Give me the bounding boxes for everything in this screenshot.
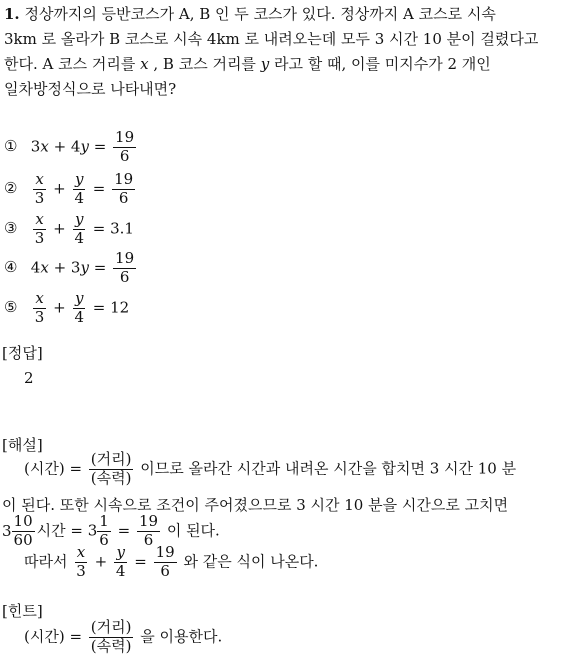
fraction: $\frac{19}{6}$ xyxy=(155,543,175,580)
question-text xyxy=(4,2,570,102)
fraction: $\frac{19}{6}$ xyxy=(115,128,135,165)
fraction: $\frac{x}{3}$ xyxy=(34,210,45,247)
option-mark: ④ xyxy=(4,258,18,277)
question-line-3b: , B 코스 거리를 xyxy=(153,55,256,73)
option-4[interactable]: ④ 4x + 3y = $\frac{19}{6}$ xyxy=(4,249,135,286)
fraction: $\frac{x}{3}$ xyxy=(76,543,86,580)
fraction: $\frac{19}{6}$ xyxy=(138,512,159,549)
option-mark: ① xyxy=(4,137,18,156)
fraction: $\frac{10}{60}$ xyxy=(13,512,33,549)
option-3[interactable]: ③ $\frac{x}{3}$ + $\frac{y}{4}$ = 3.1 xyxy=(4,210,134,247)
option-5[interactable]: ⑤ $\frac{x}{3}$ + $\frac{y}{4}$ = 12 xyxy=(4,289,130,326)
answer-value: 2 xyxy=(24,369,34,387)
option-1[interactable]: ① 3x + 4y = $\frac{19}{6}$ xyxy=(4,128,135,165)
explanation-line-3: 3 $\frac{10}{60}$ 시간 = 3 $\frac{1}{6}$ = $\frac{19}{6}$ 이 된다. xyxy=(2,512,220,549)
fraction: $\frac{y}{4}$ xyxy=(74,210,84,247)
option-mark: ⑤ xyxy=(4,298,18,317)
question-line-2: 3km 로 올라가 B 코스로 시속 4km 로 내려오는데 모두 3 시간 10 분이 걸렸다고 xyxy=(4,30,539,48)
option-mark: ③ xyxy=(4,219,18,238)
question-line-3a: 한다. A 코스 거리를 xyxy=(4,55,136,73)
answer-label: [정답] xyxy=(2,344,43,362)
question-number: 1. xyxy=(4,5,20,23)
var-x: x xyxy=(140,55,149,73)
hint-line: (시간) = $\frac{\text{(거리)}}{\text{(속력)}}$ 을 이용한다. xyxy=(24,618,223,655)
fraction: $\frac{\text{(거리)}}{\text{(속력)}}$ xyxy=(90,450,132,487)
var-y: y xyxy=(260,55,270,73)
explanation-line-4: 따라서 $\frac{x}{3}$ + $\frac{y}{4}$ = $\frac{19}{6}$ 와 같은 식이 나온다. xyxy=(24,543,319,580)
question-line-1: 정상까지의 등반코스가 A, B 인 두 코스가 있다. 정상까지 A 코스로 시속 xyxy=(24,5,496,23)
fraction: $\frac{x}{3}$ xyxy=(34,170,45,207)
explanation-line-2: 이 된다. 또한 시속으로 조건이 주어졌으므로 3 시간 10 분을 시간으로 고치면 xyxy=(2,496,509,514)
fraction: $\frac{y}{4}$ xyxy=(115,543,126,580)
fraction: $\frac{x}{3}$ xyxy=(34,289,45,326)
explanation-label: [해설] xyxy=(2,436,43,454)
question-line-3c: 라고 할 때, 이를 미지수가 2 개인 xyxy=(273,55,491,73)
hint-label: [힌트] xyxy=(2,602,43,620)
option-2[interactable]: ② $\frac{x}{3}$ + $\frac{y}{4}$ = $\frac{19}{6}$ xyxy=(4,170,134,207)
fraction: $\frac{y}{4}$ xyxy=(74,289,84,326)
fraction: $\frac{1}{6}$ xyxy=(99,512,109,549)
explanation-line-1: (시간) = $\frac{\text{(거리)}}{\text{(속력)}}$ 이므로 올라간 시간과 내려온 시간을 합치면 3 시간 10 분 xyxy=(24,450,517,487)
fraction: $\frac{19}{6}$ xyxy=(114,170,134,207)
question-line-4: 일차방정식으로 나타내면? xyxy=(4,80,177,98)
fraction: $\frac{y}{4}$ xyxy=(74,170,84,207)
fraction: $\frac{\text{(거리)}}{\text{(속력)}}$ xyxy=(90,618,132,655)
fraction: $\frac{19}{6}$ xyxy=(115,249,135,286)
option-mark: ② xyxy=(4,179,18,198)
